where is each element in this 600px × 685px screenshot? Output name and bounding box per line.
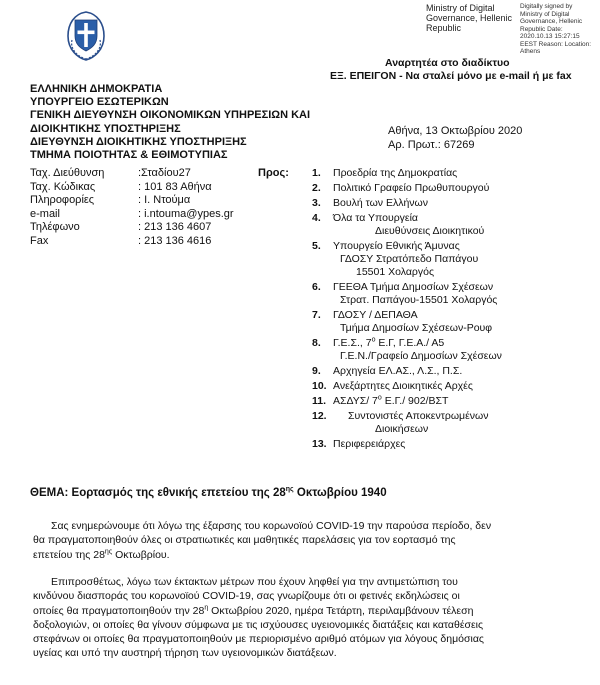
contact-value: : 213 136 4616 xyxy=(138,235,212,247)
digital-signature-stamp xyxy=(426,3,596,65)
paragraph-line: υγείας και υπό την αυστηρή τήρηση των υγειονομικών διατάξεων. xyxy=(33,647,337,660)
recipient-line: ΓΔΟΣΥ Στρατόπεδο Παπάγου xyxy=(340,252,479,265)
contact-label: e-mail xyxy=(30,207,60,220)
header-line: ΔΙΟΙΚΗΤΙΚΗΣ ΥΠΟΣΤΗΡΙΞΗΣ xyxy=(30,122,181,135)
header-line: ΕΛΛΗΝΙΚΗ ΔΗΜΟΚΡΑΤΙΑ xyxy=(30,83,163,95)
recipient-line: 15501 Χολαργός xyxy=(356,265,435,278)
document-date: Αθήνα, 13 Οκτωβρίου 2020 xyxy=(388,125,523,137)
recipient-number: 12. xyxy=(312,409,327,422)
recipient-number: 10. xyxy=(312,379,327,392)
paragraph-line: επετείου της $28^{\eta\varsigma}$ Οκτωβρίου. xyxy=(33,548,170,561)
header-line: ΔΙΕΥΘΥΝΣΗ ΔΙΟΙΚΗΤΙΚΗΣ ΥΠΟΣΤΗΡΙΞΗΣ xyxy=(30,135,247,148)
body-paragraph-1 xyxy=(33,519,571,562)
contact-label: Fax xyxy=(30,235,49,247)
contact-value: : 101 83 Αθήνα xyxy=(138,180,212,193)
notice-post-online: Αναρτητέα στο διαδίκτυο xyxy=(385,57,510,69)
subject-line: ΘΕΜΑ: Εορτασμός της εθνικής επετείου της $28^{\eta\varsigma}$ Οκτωβρίου 1940 xyxy=(30,486,387,499)
recipient-line: Περιφερειάρχες xyxy=(333,437,406,450)
header-line: ΤΜΗΜΑ ΠΟΙΟΤΗΤΑΣ & ΕΘΙΜΟΤΥΠΙΑΣ xyxy=(30,149,228,161)
recipient-line: Γ.Ε.Σ., $7^o$ Ε.Γ, Γ.Ε.Α./ Α5 xyxy=(333,336,445,349)
paragraph-line: κινδύνου διασποράς του κορωνοϊού COVID-19, σας γνωρίζουμε ότι οι φετινές εκδηλώσεις οι xyxy=(33,590,460,603)
notice-urgent: ΕΞ. ΕΠΕΙΓΟΝ - Να σταλεί μόνο με e-mail ή με fax xyxy=(330,70,572,82)
contact-value: : Ι. Ντούμα xyxy=(138,194,191,207)
contact-label: Πληροφορίες xyxy=(30,194,95,207)
paragraph-line: οποίες θα πραγματοποιηθούν την $28^\eta$ Οκτωβρίου 2020, ημέρα Τετάρτη, περιλαμβάνουν τέλεση xyxy=(33,604,474,617)
recipient-number: 6. xyxy=(312,280,321,293)
recipient-line: Όλα τα Υπουργεία xyxy=(333,211,418,224)
recipient-number: 7. xyxy=(312,308,321,321)
hellenic-republic-emblem xyxy=(64,10,108,62)
recipient-number: 8. xyxy=(312,336,321,349)
recipient-number: 9. xyxy=(312,364,321,377)
contact-value: :Σταδίου27 xyxy=(138,167,191,179)
recipient-line: ΑΣΔΥΣ/ $7^o$ Ε.Γ./ 902/ΒΣΤ xyxy=(333,394,449,407)
signature-details: Digitally signed by Ministry of Digital Governance, Hellenic Republic Date: 2020.10.13 15:27:15 EEST Reason: Location: Athens xyxy=(520,3,592,55)
recipient-number: 1. xyxy=(312,167,321,179)
recipient-line: ΓΕΕΘΑ Τμήμα Δημοσίων Σχέσεων xyxy=(333,280,494,293)
recipient-line: Πολιτικό Γραφείο Πρωθυπουργού xyxy=(333,181,490,194)
recipient-number: 11. xyxy=(312,394,327,407)
recipient-line: Προεδρία της Δημοκρατίας xyxy=(333,167,458,179)
recipient-line: Διοικήσεων xyxy=(375,422,429,435)
recipient-line: Συντονιστές Αποκεντρωμένων xyxy=(348,409,489,422)
recipient-line: Στρατ. Παπάγου-15501 Χολαργός xyxy=(340,293,498,306)
recipients-label: Προς: xyxy=(258,167,289,179)
paragraph-line: Επιπροσθέτως, λόγω των έκτακτων μέτρων που έχουν ληφθεί για την αντιμετώπιση του xyxy=(51,576,458,588)
contact-label: Ταχ. Κώδικας xyxy=(30,180,96,193)
contact-label: Τηλέφωνο xyxy=(30,221,80,234)
recipient-number: 2. xyxy=(312,181,321,194)
paragraph-line: στεφάνων οι οποίες θα πραγματοποιηθούν με περιορισμένο αριθμό ατόμων για λόγους δημόσιας xyxy=(33,633,484,646)
recipient-line: Υπουργείο Εθνικής Άμυνας xyxy=(333,239,460,252)
recipient-line: Διευθύνσεις Διοικητικού xyxy=(375,224,485,237)
recipient-number: 5. xyxy=(312,239,321,252)
recipient-line: Τμήμα Δημοσίων Σχέσεων-Ρουφ xyxy=(340,321,493,334)
paragraph-line: θα πραγματοποιηθούν όλες οι στρατιωτικές και μαθητικές παρελάσεις για τον εορτασμό της xyxy=(33,534,456,547)
recipient-number: 4. xyxy=(312,211,321,224)
recipient-line: Βουλή των Ελλήνων xyxy=(333,196,428,209)
header-line: ΓΕΝΙΚΗ ΔΙΕΥΘΥΝΣΗ ΟΙΚΟΝΟΜΙΚΩΝ ΥΠΗΡΕΣΙΩΝ ΚΑΙ xyxy=(30,109,311,122)
protocol-number: Αρ. Πρωτ.: 67269 xyxy=(388,139,475,151)
header-line: ΥΠΟΥΡΓΕΙΟ ΕΣΩΤΕΡΙΚΩΝ xyxy=(30,96,169,109)
recipient-line: Γ.Ε.Ν./Γραφείο Δημοσίων Σχέσεων xyxy=(340,349,502,362)
recipient-number: 13. xyxy=(312,437,327,450)
recipient-number: 3. xyxy=(312,196,321,209)
recipient-line: Αρχηγεία ΕΛ.ΑΣ., Λ.Σ., Π.Σ. xyxy=(333,364,463,377)
paragraph-line: Σας ενημερώνουμε ότι λόγω της έξαρσης του κορωνοϊού COVID-19 την παρούσα περίοδο, δεν xyxy=(51,520,492,532)
recipient-line: ΓΔΟΣΥ / ΔΕΠΑΘΑ xyxy=(333,308,418,321)
recipient-line: Ανεξάρτητες Διοικητικές Αρχές xyxy=(333,379,473,392)
paragraph-line: δοξολογιών, οι οποίες θα γίνουν σύμφωνα με τις ισχύουσες υγειονομικές διατάξεις και καταθέσεις xyxy=(33,618,484,631)
body-paragraph-2 xyxy=(33,575,571,661)
contact-label: Ταχ. Διεύθυνση xyxy=(30,167,105,179)
signature-signer: Ministry of Digital Governance, Hellenic Republic xyxy=(426,3,513,33)
contact-value: : 213 136 4607 xyxy=(138,221,212,234)
contact-value[interactable]: : i.ntouma@ypes.gr xyxy=(138,207,234,220)
